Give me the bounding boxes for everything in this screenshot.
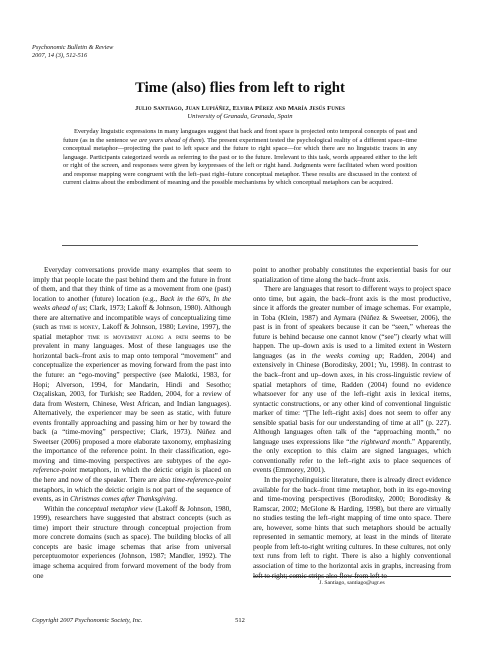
body-column-left: Everyday conversations provide many examples that seem to imply that people locate the past behind them and the future in front of them, and that they think of time as a movement from one (past) location to another (future) location (e.g., Back in the 60's, In the weeks ahead of us; Clark, 1973; Lakoff & Johnson, 1980). Although there are alternative and incompatible ways of conceptualizing time (such as time is money, Lakoff & Johnson, 1980; Levine, 1997), the spatial metaphor time is movement along a path seems to be prevalent in many languages. Most of these languages use the horizontal back–front axis to map onto temporal “movement” and conceptualize the experiencer as moving forward from the past into the future: an “ego-moving” perspective (see Malotki, 1983, for Hopi; Alverson, 1994, for Mandarin, Hindi and Sesotho; Ozçaliskan, 2003, for Turkish; see Radden, 2004, for a review of data from Western, Chinese, West African, and Indian languages). Alternatively, the experiencer may be seen as static, with future events frontally approaching and passing him or her by toward the back (a “time-moving” perspective; Clark, 1973). Núñez and Sweetser (2006) proposed a more elaborate taxonomy, emphasizing the importance of the reference point. In their classification, ego-moving and time-moving perspectives are subtypes of the ego-reference-point metaphors, in which the deictic origin is placed on the here and now of the speaker. There are also time-reference-point metaphors, in which the deictic origin is not part of the sequence of events, as in Christmas comes after Thanksgiving. Within the conceptual metaphor view (Lakoff & Johnson, 1980, 1999), researchers have suggested that abstract concepts (such as time) import their structure through conceptual projection from more concrete domains (such as space). The building blocks of all concepts are basic image schemas that arise from universal perceptuomotor experiences (Johnson, 1987; Mandler, 1992). The image schema acquired from forward movement of the body from one [33, 266, 231, 580]
affiliation: University of Granada, Granada, Spain [187, 113, 293, 120]
abstract [63, 128, 417, 188]
abstract-text: Everyday linguistic expressions in many languages suggest that back and front space is projected onto temporal concepts of past and future (as in the sentence we are years ahead of them). The present experiment tested the psychological reality of a different space–time conceptual metaphor—projecting the past to left space and the future to right space—for which there are no linguistic traces in any language. Participants categorized words as referring to the past or to the future. Irrelevant to this task, words appeared either to the left or right of the screen, and responses were given by keypresses of the left or right hand. Judgments were facilitated when word position and response mapping were congruent with the left–past right–future conceptual metaphor. These results are discussed in the context of current claims about the embodiment of meaning and the possible mechanisms by which conceptual metaphors can be acquired. [63, 128, 417, 187]
page-number: 512 [235, 617, 245, 624]
journal-name: Psychonomic Bulletin & Review [32, 44, 114, 51]
correspondence-footnote: J. Santiago, santiago@ugr.es [319, 580, 385, 586]
author-list: Julio Santiago, Juan Lupiáñez, Elvira Pérez and María Jesús Funes [135, 105, 345, 112]
journal-volume: 2007, 14 (3), 512-516 [32, 52, 88, 59]
copyright-notice: Copyright 2007 Psychonomic Society, Inc. [32, 617, 143, 624]
body-column-right: point to another probably constitutes the experiential basis for our spatialization of time along the back–front axis. There are languages that resort to different ways to project space onto time, but again, the back–front axis is the most productive, since it affords the greater number of image schemas. For example, in Toba (Klein, 1987) and Aymara (Núñez & Sweetser, 2006), the past is in front of speakers because it can be “seen,” whereas the future is behind because one cannot know (“see”) clearly what will happen. The up–down axis is used to a limited extent in Western languages (as in the weeks coming up; Radden, 2004) and extensively in Chinese (Boroditsky, 2001; Yu, 1998). In contrast to the back–front and up–down axes, in his cross-linguistic review of spatial metaphors of time, Radden (2004) found no evidence whatsoever for any use of the left–right axis in lexical items, syntactic constructions, or any other kind of conventional linguistic marker of time: “[The left–right axis] does not seem to offer any sensible spatial basis for our understanding of time at all” (p. 227). Although languages often talk of the “approaching month,” no language uses expressions like “the rightward month.” Apparently, the only exception to this claim are signed languages, which conventionally refer to the left–right axis to place sequences of events (Emmorey, 2001). In the psycholinguistic literature, there is already direct evidence available for the back–front time metaphor, both in its ego-moving and time-moving perspectives (Boroditsky, 2000; Boroditsky & Ramscar, 2002; McGlone & Harding, 1998), but there are virtually no studies testing the left–right mapping of time onto space. There are, however, some hints that such metaphors should be actually represented in semantic memory, at least in the minds of literate people from left-to-right writing cultures. In these cultures, not only text runs from left to right. There is also a highly conventional association of time to the horizontal axis in graphs, increasing from left to right; comic strips also flow from left to [253, 266, 451, 580]
abstract-divider [62, 245, 418, 246]
paper-title: Time (also) flies from left to right [135, 80, 345, 96]
journal-header [32, 44, 113, 60]
footnote-divider [253, 576, 451, 577]
